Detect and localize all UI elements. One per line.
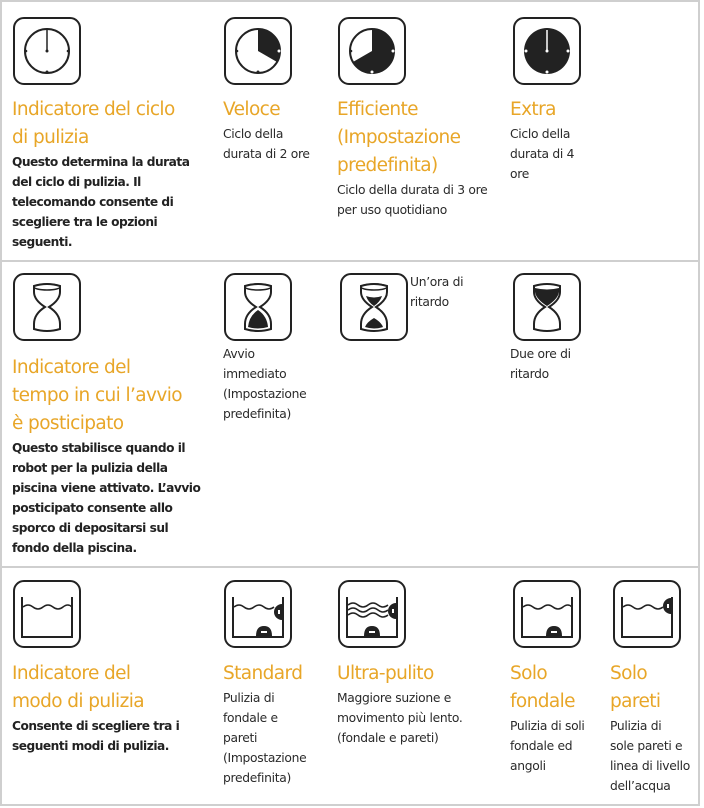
option-title: Standard	[223, 663, 303, 684]
option-title: Efficiente (Impostazione predefinita)	[337, 99, 461, 176]
row-cleaning-cycle	[2, 0, 698, 260]
indicator-description: Consente di scegliere tra i seguenti modi di pulizia.	[12, 719, 180, 753]
option-description: Ciclo della durata di 4 ore	[510, 127, 575, 181]
hourglass-empty-icon	[12, 272, 82, 342]
pool-floor-only-icon	[512, 579, 582, 649]
option-description: Maggiore suzione e movimento più lento. (fondale e pareti)	[337, 691, 463, 745]
option-description: Pulizia di fondale e pareti (Impostazione predefinita)	[223, 691, 307, 785]
option-title: Ultra-pulito	[337, 663, 434, 684]
option-title: Solo pareti	[610, 663, 661, 712]
hourglass-half-icon	[339, 272, 409, 342]
hourglass-bottom-full-icon	[223, 272, 293, 342]
option-description: Ciclo della durata di 2 ore	[223, 127, 310, 161]
option-title: Solo fondale	[510, 663, 575, 712]
option-description: Ciclo della durata di 3 ore per uso quotidiano	[337, 183, 488, 217]
row-delayed-start	[2, 260, 698, 566]
option-description: Pulizia di soli fondale ed angoli	[510, 719, 585, 773]
option-title: Veloce	[223, 99, 281, 120]
option-description: Pulizia di sole pareti e linea di livello dell’acqua	[610, 719, 690, 793]
pool-standard-icon	[223, 579, 293, 649]
hourglass-top-full-icon	[512, 272, 582, 342]
clock-empty-icon	[12, 16, 82, 86]
indicator-description: Questo determina la durata del ciclo di pulizia. Il telecomando consente di scegliere tra le opzioni seguenti.	[12, 155, 190, 249]
clock-3h-icon	[337, 16, 407, 86]
indicator-title: Indicatore del ciclo di pulizia	[12, 99, 175, 148]
option-description: Un’ora di ritardo	[410, 275, 464, 309]
indicator-title: Indicatore del modo di pulizia	[12, 663, 144, 712]
pool-ultra-clean-icon	[337, 579, 407, 649]
indicator-description: Questo stabilisce quando il robot per la pulizia della piscina viene attivato. L’avvio posticipato consente allo sporco di depositarsi sul fondo della piscina.	[12, 441, 201, 555]
clock-2h-icon	[223, 16, 293, 86]
option-description: Avvio immediato (Impostazione predefinita)	[223, 347, 307, 421]
clock-4h-icon	[512, 16, 582, 86]
pool-walls-only-icon	[612, 579, 682, 649]
option-title: Extra	[510, 99, 556, 120]
row-cleaning-mode	[2, 566, 698, 806]
pool-empty-icon	[12, 579, 82, 649]
indicator-title: Indicatore del tempo in cui l’avvio è posticipato	[12, 357, 182, 434]
option-description: Due ore di ritardo	[510, 347, 571, 381]
